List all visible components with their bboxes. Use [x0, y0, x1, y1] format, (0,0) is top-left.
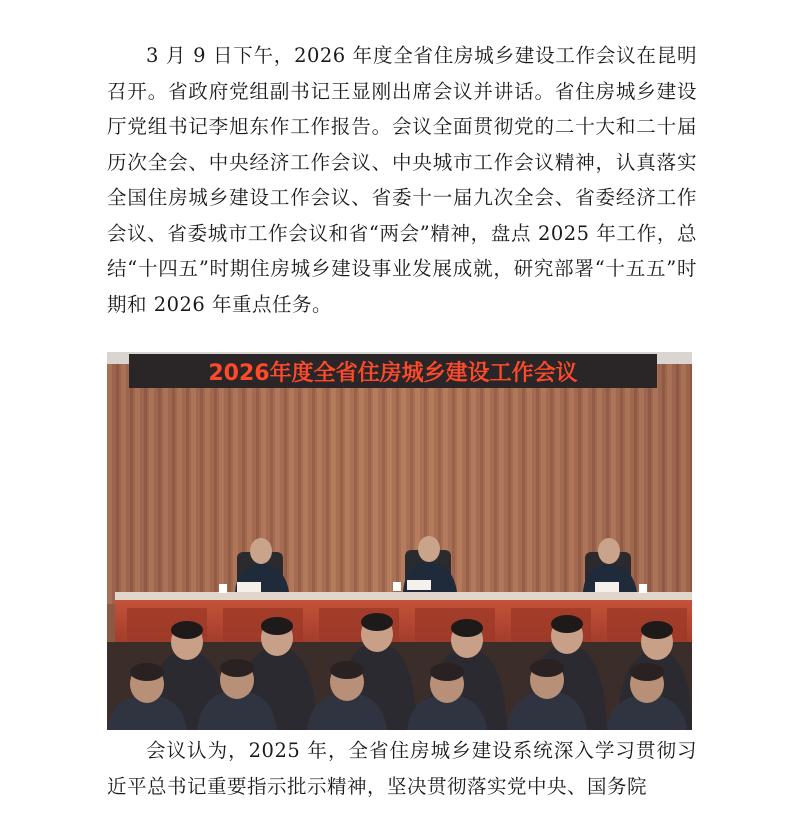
paragraph-1: 3 月 9 日下午，2026 年度全省住房城乡建设工作会议在昆明召开。省政府党组副书记王显刚出席会议并讲话。省住房城乡建设厅党组书记李旭东作工作报告。会议全面贯彻党的二十大和二十届历次全会、中央经济工作会议、中央城市工作会议精神，认真落实全国住房城乡建设工作会议、省委十一届九次全会、省委经济工作会议、省委城市工作会议和省“两会”精神，盘点 2025 年工作，总结“十四五”时期住房城乡建设事业发展成就，研究部署“十五五”时期和 2026 年重点任务。: [107, 44, 697, 316]
paragraph-2: 会议认为，2025 年，全省住房城乡建设系统深入学习贯彻习近平总书记重要指示批示精神，坚决贯彻落实党中央、国务院: [107, 739, 697, 798]
banner-text: 2026年度全省住房城乡建设工作会议: [208, 361, 578, 386]
conference-photo: [107, 352, 692, 730]
